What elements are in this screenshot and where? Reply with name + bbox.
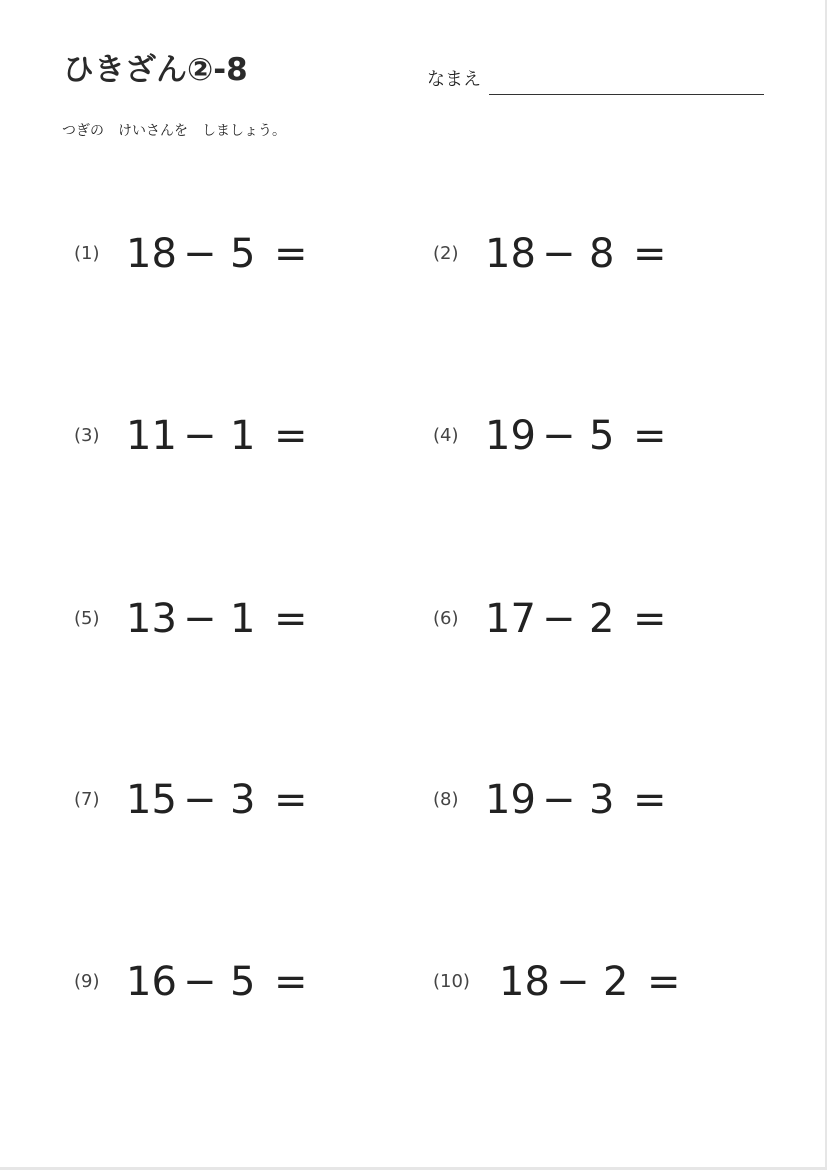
- minus-sign: −: [183, 959, 217, 1005]
- problem-number: (2): [433, 243, 459, 264]
- problem-number: (1): [74, 243, 100, 264]
- subtrahend: 1: [230, 413, 256, 459]
- minus-sign: −: [183, 777, 217, 823]
- subtrahend: 5: [230, 231, 256, 277]
- equals-sign: =: [274, 231, 308, 277]
- equals-sign: =: [274, 413, 308, 459]
- subtrahend: 5: [230, 959, 256, 1005]
- instruction-text: つぎの けいさんを しましょう。: [62, 123, 286, 139]
- subtrahend: 1: [230, 596, 256, 642]
- minuend: 19: [485, 777, 536, 823]
- subtrahend: 5: [589, 413, 615, 459]
- minuend: 11: [126, 413, 177, 459]
- minuend: 18: [485, 231, 536, 277]
- subtrahend: 3: [230, 777, 256, 823]
- equals-sign: =: [274, 959, 308, 1005]
- worksheet-title: ひきざん②-8: [63, 52, 248, 88]
- minus-sign: −: [556, 959, 590, 1005]
- problem-number: (8): [433, 789, 459, 810]
- minuend: 15: [126, 777, 177, 823]
- problem-number: (5): [74, 608, 100, 629]
- minus-sign: −: [183, 596, 217, 642]
- equals-sign: =: [633, 596, 667, 642]
- minus-sign: −: [542, 231, 576, 277]
- minus-sign: −: [542, 413, 576, 459]
- subtrahend: 3: [589, 777, 615, 823]
- problem-number: (4): [433, 425, 459, 446]
- minus-sign: −: [183, 231, 217, 277]
- minus-sign: −: [542, 596, 576, 642]
- minuend: 19: [485, 413, 536, 459]
- equals-sign: =: [274, 596, 308, 642]
- problem-number: (7): [74, 789, 100, 810]
- equals-sign: =: [647, 959, 681, 1005]
- problem-number: (10): [433, 971, 470, 992]
- minuend: 16: [126, 959, 177, 1005]
- equals-sign: =: [633, 231, 667, 277]
- problem-number: (6): [433, 608, 459, 629]
- minus-sign: −: [183, 413, 217, 459]
- name-label: なまえ: [427, 69, 481, 90]
- subtrahend: 8: [589, 231, 615, 277]
- minuend: 18: [126, 231, 177, 277]
- minuend: 17: [485, 596, 536, 642]
- problem-number: (9): [74, 971, 100, 992]
- equals-sign: =: [633, 777, 667, 823]
- equals-sign: =: [274, 777, 308, 823]
- minuend: 13: [126, 596, 177, 642]
- subtrahend: 2: [589, 596, 615, 642]
- problem-number: (3): [74, 425, 100, 446]
- minuend: 18: [499, 959, 550, 1005]
- equals-sign: =: [633, 413, 667, 459]
- name-write-line[interactable]: [489, 94, 764, 95]
- minus-sign: −: [542, 777, 576, 823]
- subtrahend: 2: [603, 959, 629, 1005]
